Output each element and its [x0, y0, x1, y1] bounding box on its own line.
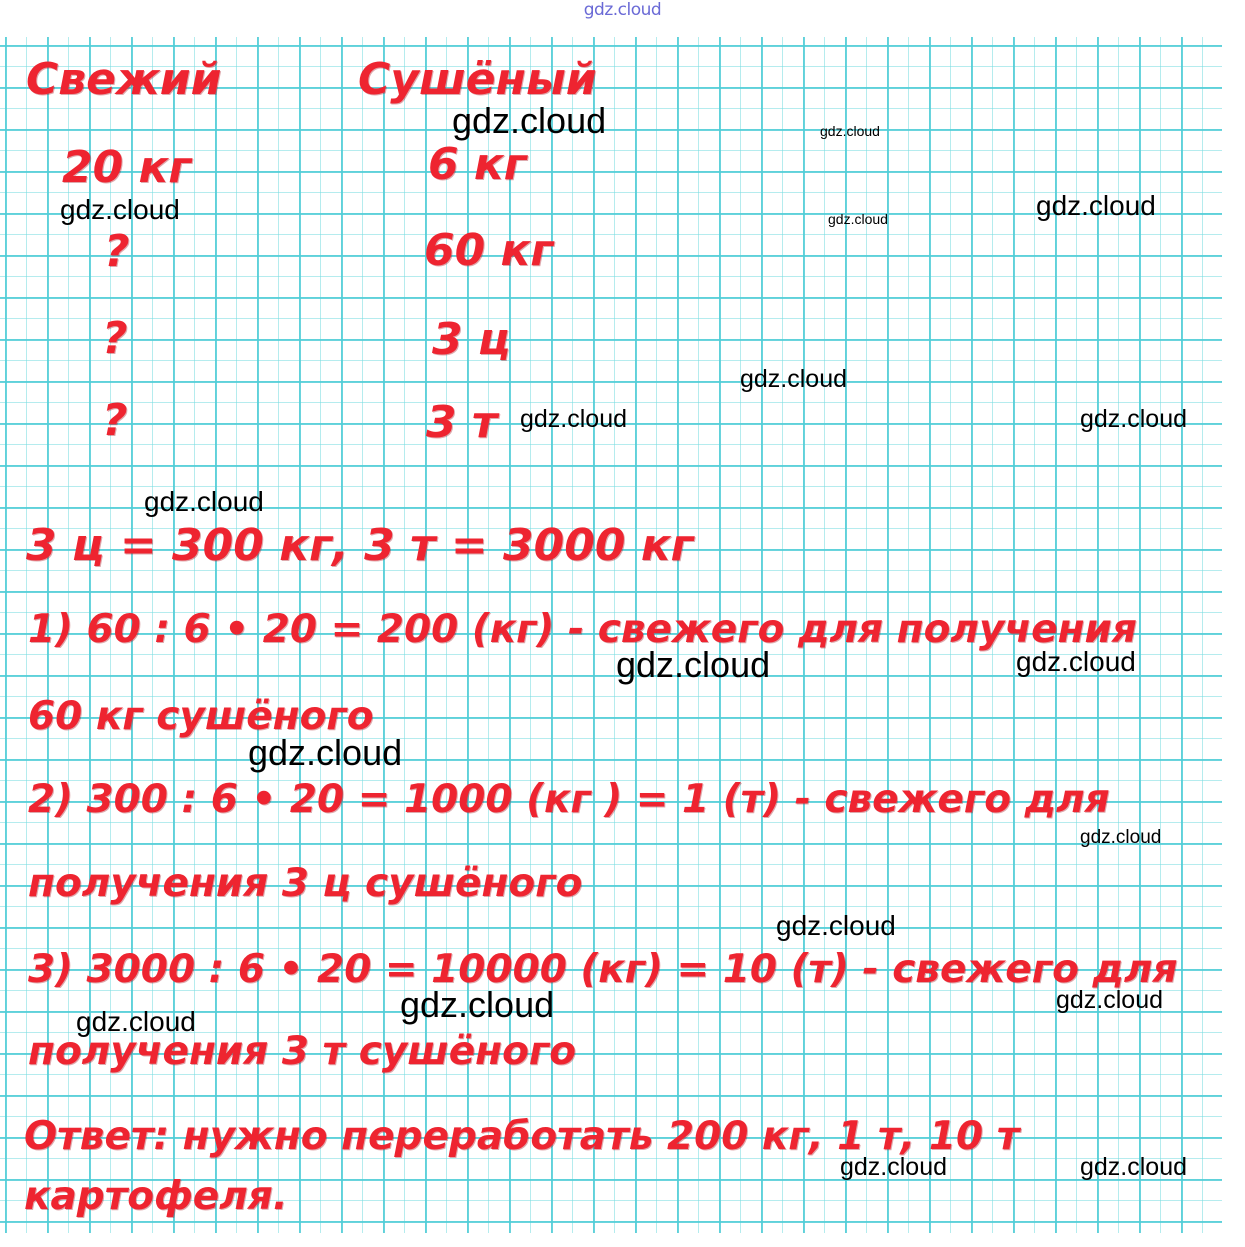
watermark: gdz.cloud — [1056, 986, 1164, 1014]
watermark: gdz.cloud — [1036, 190, 1156, 221]
top-watermark: gdz.cloud — [583, 0, 662, 20]
watermark: gdz.cloud — [400, 984, 555, 1025]
step-3-line-1: 3) 3000 : 6 • 20 = 10000 (кг) = 10 (т) - свежего для — [28, 947, 1178, 992]
step-1-line-2: 60 кг сушёного — [28, 694, 374, 739]
fresh-value-3: ? — [102, 313, 128, 364]
unit-conversion: 3 ц = 300 кг, 3 т = 3000 кг — [26, 520, 694, 571]
watermark: gdz.cloud — [828, 211, 888, 227]
answer-line-1: Ответ: нужно переработать 200 кг, 1 т, 10 т — [24, 1114, 1020, 1159]
watermark: gdz.cloud — [1080, 827, 1162, 848]
watermark: gdz.cloud — [1016, 646, 1136, 677]
watermark: gdz.cloud — [144, 486, 264, 517]
step-2-line-2: получения 3 ц сушёного — [28, 861, 583, 906]
watermark: gdz.cloud — [452, 100, 607, 141]
watermark: gdz.cloud — [248, 732, 403, 773]
step-3-line-2: получения 3 т сушёного — [28, 1029, 577, 1074]
dried-value-1: 6 кг — [428, 139, 527, 190]
header-dried: Сушёный — [358, 54, 597, 105]
fresh-value-4: ? — [102, 395, 128, 446]
fresh-value-1: 20 кг — [62, 142, 192, 193]
watermark: gdz.cloud — [740, 365, 848, 393]
header-fresh: Свежий — [26, 54, 222, 105]
watermark: gdz.cloud — [1080, 1153, 1188, 1181]
watermark: gdz.cloud — [60, 194, 180, 225]
dried-value-2: 60 кг — [424, 225, 554, 276]
dried-value-3: 3 ц — [432, 314, 511, 365]
watermark: gdz.cloud — [616, 644, 771, 685]
fresh-value-2: ? — [104, 226, 130, 277]
watermark: gdz.cloud — [776, 910, 896, 941]
watermark: gdz.cloud — [520, 405, 628, 433]
answer-line-2: картофеля. — [24, 1174, 288, 1219]
watermark: gdz.cloud — [840, 1153, 948, 1181]
watermark: gdz.cloud — [820, 123, 880, 139]
step-2-line-1: 2) 300 : 6 • 20 = 1000 (кг ) = 1 (т) - свежего для — [28, 777, 1110, 822]
dried-value-4: 3 т — [426, 397, 498, 448]
step-1-line-1: 1) 60 : 6 • 20 = 200 (кг) - свежего для получения — [28, 607, 1137, 652]
watermark: gdz.cloud — [1080, 405, 1188, 433]
watermark: gdz.cloud — [76, 1006, 196, 1037]
